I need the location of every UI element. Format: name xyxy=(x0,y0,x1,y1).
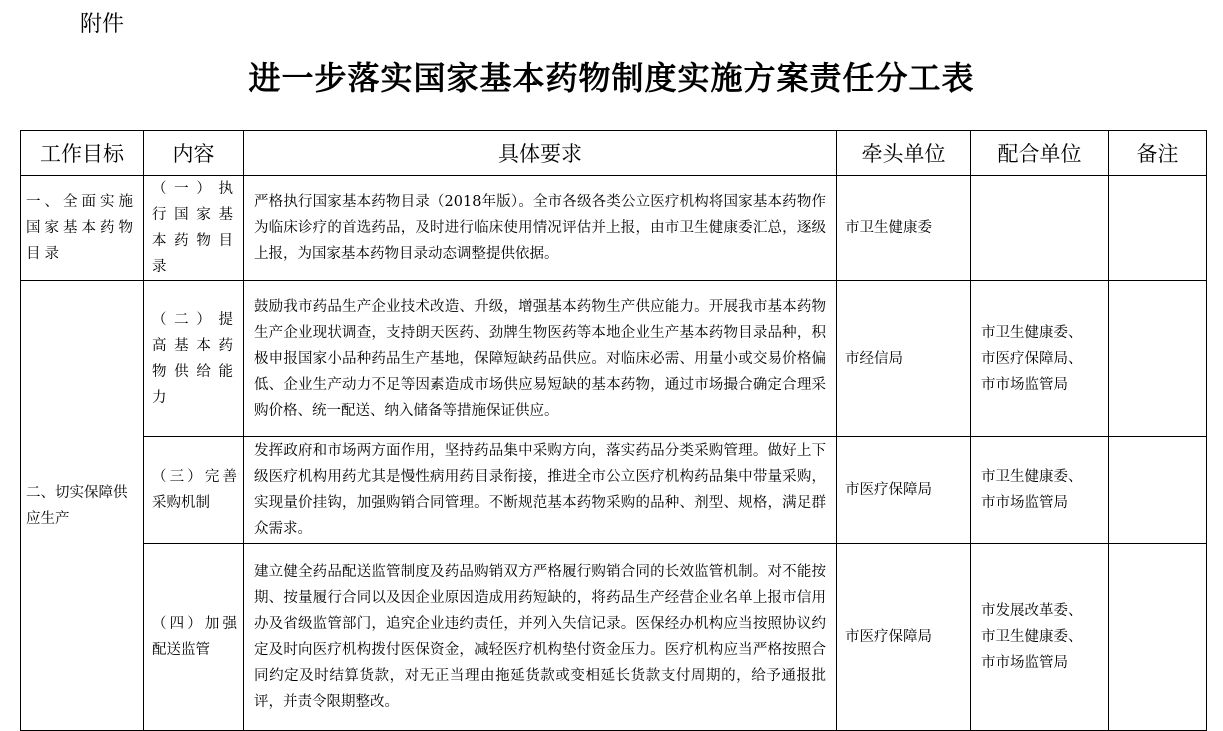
cooperate-unit-cell xyxy=(971,176,1109,281)
content-cell: （一）执行国家基本药物目录 xyxy=(144,176,244,281)
table-row xyxy=(21,437,1207,544)
lead-unit-cell: 市医疗保障局 xyxy=(837,437,971,544)
remark-cell xyxy=(1109,281,1207,437)
content-cell: （二）提高基本药物供给能力 xyxy=(144,281,244,437)
table-header-row xyxy=(21,131,1207,176)
content-cell: （三）完善采购机制 xyxy=(144,437,244,544)
header-content: 内容 xyxy=(144,131,244,176)
cooperate-unit-item: 市市场监管局 xyxy=(981,495,1068,511)
header-lead-unit: 牵头单位 xyxy=(837,131,971,176)
attachment-label: 附件 xyxy=(80,12,125,37)
goal-cell: 二、切实保障供应生产 xyxy=(21,281,144,731)
cooperate-unit-item: 市医疗保障局、 xyxy=(981,350,1083,367)
requirement-cell: 严格执行国家基本药物目录（2018年版）。全市各级各类公立医疗机构将国家基本药物作为临床诊疗的首选药品，及时进行临床使用情况评估并上报，由市卫生健康委汇总，逐级上报，为国家基本药物目录动态调整提供依据。 xyxy=(244,176,837,281)
table-row xyxy=(21,281,1207,437)
responsibility-table xyxy=(20,130,1207,731)
cooperate-unit-item: 市发展改革委、 xyxy=(981,603,1083,619)
header-goal: 工作目标 xyxy=(21,131,144,176)
cooperate-unit-cell xyxy=(971,544,1109,731)
cooperate-unit-item: 市卫生健康委、 xyxy=(981,469,1083,485)
document-title: 进一步落实国家基本药物制度实施方案责任分工表 xyxy=(248,59,975,97)
table-row xyxy=(21,544,1207,731)
lead-unit-cell: 市经信局 xyxy=(837,281,971,437)
lead-unit-cell: 市卫生健康委 xyxy=(837,176,971,281)
cooperate-unit-item: 市卫生健康委、 xyxy=(981,324,1083,341)
table-row xyxy=(21,176,1207,281)
goal-cell: 一、全面实施国家基本药物目录 xyxy=(21,176,144,281)
requirement-cell: 发挥政府和市场两方面作用，坚持药品集中采购方向，落实药品分类采购管理。做好上下级医疗机构用药尤其是慢性病用药目录衔接，推进全市公立医疗机构药品集中带量采购，实现量价挂钩，加强购销合同管理。不断规范基本药物采购的品种、剂型、规格，满足群众需求。 xyxy=(244,437,837,544)
remark-cell xyxy=(1109,176,1207,281)
cooperate-unit-item: 市市场监管局 xyxy=(981,655,1068,671)
header-cooperate-unit: 配合单位 xyxy=(971,131,1109,176)
header-remark: 备注 xyxy=(1109,131,1207,176)
cooperate-unit-item: 市市场监管局 xyxy=(981,376,1068,393)
remark-cell xyxy=(1109,437,1207,544)
remark-cell xyxy=(1109,544,1207,731)
requirement-cell: 鼓励我市药品生产企业技术改造、升级，增强基本药物生产供应能力。开展我市基本药物生产企业现状调查，支持朗天医药、劲牌生物医药等本地企业生产基本药物目录品种，积极申报国家小品种药品生产基地，保障短缺药品供应。对临床必需、用量小或交易价格偏低、企业生产动力不足等因素造成市场供应易短缺的基本药物，通过市场撮合确定合理采购价格、统一配送、纳入储备等措施保证供应。 xyxy=(244,281,837,437)
lead-unit-cell: 市医疗保障局 xyxy=(837,544,971,731)
cooperate-unit-item: 市卫生健康委、 xyxy=(981,629,1083,645)
requirement-cell: 建立健全药品配送监管制度及药品购销双方严格履行购销合同的长效监管机制。对不能按期、按量履行合同以及因企业原因造成用药短缺的，将药品生产经营企业名单上报市信用办及省级监管部门，追究企业违约责任，并列入失信记录。医保经办机构应当按照协议约定及时向医疗机构拨付医保资金，减轻医疗机构垫付资金压力。医疗机构应当严格按照合同约定及时结算货款，对无正当理由拖延货款或变相延长货款支付周期的，给予通报批评，并责令限期整改。 xyxy=(244,544,837,731)
content-cell: （四）加强配送监管 xyxy=(144,544,244,731)
cooperate-unit-cell xyxy=(971,281,1109,437)
header-requirement: 具体要求 xyxy=(244,131,837,176)
cooperate-unit-cell xyxy=(971,437,1109,544)
